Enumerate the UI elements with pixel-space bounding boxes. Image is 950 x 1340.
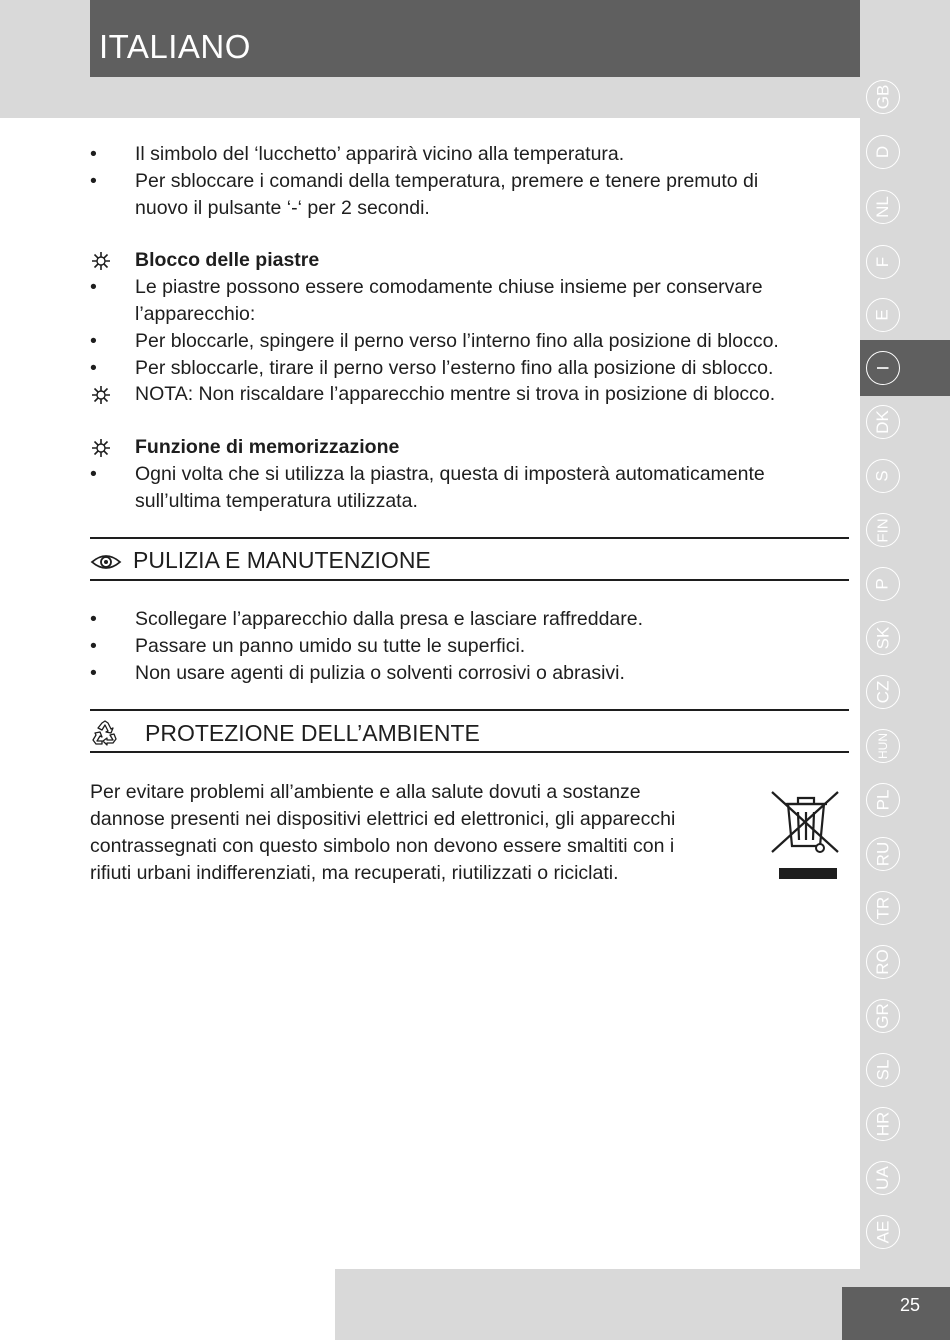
list-item-continuation: sull’ultima temperatura utilizzata. [135, 490, 418, 512]
lang-tab-f[interactable] [866, 245, 900, 279]
paragraph-line: dannose presenti nei dispositivi elettrici ed elettronici, gli apparecchi [90, 808, 676, 830]
star-icon [90, 437, 112, 459]
lang-label: GB [873, 84, 892, 110]
lang-label: FIN [874, 517, 892, 543]
star-icon [90, 250, 112, 272]
lang-label: RU [873, 841, 892, 867]
page-number-box [842, 1287, 950, 1340]
lang-tab-cz[interactable] [866, 675, 900, 709]
lang-label: NL [872, 196, 892, 218]
bullet-dot: • [90, 463, 97, 485]
lang-tab-nl[interactable] [866, 190, 900, 224]
lang-label: RO [873, 949, 892, 975]
lang-label: E [873, 309, 892, 321]
page-title: ITALIANO [99, 28, 251, 65]
section-title: PULIZIA E MANUTENZIONE [133, 547, 431, 573]
lang-label: AE [873, 1220, 892, 1244]
star-icon [90, 384, 112, 406]
lang-tab-gb[interactable] [866, 80, 900, 114]
lang-tab-sk[interactable] [866, 621, 900, 655]
lang-tab-hr[interactable] [866, 1107, 900, 1141]
paragraph-line: rifiuti urbani indifferenziati, ma recuperati, riutilizzati o riciclati. [90, 862, 619, 884]
list-item: Il simbolo del ‘lucchetto’ apparirà vicino alla temperatura. [135, 143, 625, 165]
lang-tab-e[interactable] [866, 298, 900, 332]
lang-label: F [872, 256, 892, 268]
lang-label: SK [873, 626, 892, 650]
bullet-dot: • [90, 635, 97, 657]
paragraph-line: Per evitare problemi all’ambiente e alla salute dovuti a sostanze [90, 781, 641, 803]
list-item-continuation: nuovo il pulsante ‘-‘ per 2 secondi. [135, 197, 430, 219]
bullet-dot: • [90, 170, 97, 192]
lang-label: HUN [876, 733, 890, 759]
lang-label: I [872, 365, 892, 371]
recycle-icon [92, 720, 118, 746]
bottom-band [335, 1269, 860, 1340]
lang-tab-pl[interactable] [866, 783, 900, 817]
lang-tab-i[interactable] [866, 351, 900, 385]
lang-tab-fin[interactable] [866, 513, 900, 547]
list-item: Per bloccarle, spingere il perno verso l’interno fino alla posizione di blocco. [135, 330, 779, 352]
lang-label: PL [872, 789, 892, 811]
lang-label: CZ [872, 680, 892, 704]
section-title: PROTEZIONE DELL’AMBIENTE [145, 720, 480, 746]
header-bar [90, 0, 860, 77]
lang-label: UA [873, 1166, 892, 1190]
bullet-dot: • [90, 662, 97, 684]
list-item: Per sbloccarle, tirare il perno verso l’esterno fino alla posizione di sblocco. [135, 357, 774, 379]
list-item: Scollegare l’apparecchio dalla presa e lasciare raffreddare. [135, 608, 644, 630]
lang-tab-tr[interactable] [866, 891, 900, 925]
section-heading: Funzione di memorizzazione [135, 436, 400, 458]
page-number: 25 [900, 1295, 921, 1315]
crossed-out-wheelie-bin-icon [768, 788, 844, 882]
lang-label: SL [872, 1059, 892, 1081]
list-item: Non usare agenti di pulizia o solventi corrosivi o abrasivi. [135, 662, 625, 684]
lang-label: DK [873, 410, 892, 434]
lang-tab-s[interactable] [866, 459, 900, 493]
list-item-continuation: l’apparecchio: [135, 303, 256, 325]
lang-label: TR [872, 896, 892, 920]
lang-label: GR [873, 1003, 892, 1029]
lang-tab-p[interactable] [866, 567, 900, 601]
lang-label: D [873, 145, 892, 159]
eye-icon [90, 551, 122, 573]
lang-tab-d[interactable] [866, 135, 900, 169]
lang-label: S [873, 470, 892, 482]
paragraph-line: contrassegnati con questo simbolo non devono essere smaltiti con i [90, 835, 675, 857]
lang-tab-ae[interactable] [866, 1215, 900, 1249]
list-item: Per sbloccare i comandi della temperatura, premere e tenere premuto di [135, 170, 759, 192]
bullet-dot: • [90, 276, 97, 298]
list-item: Passare un panno umido su tutte le superfici. [135, 635, 526, 657]
lang-label: P [873, 578, 892, 590]
divider [90, 579, 849, 581]
section-heading: Blocco delle piastre [135, 249, 320, 271]
divider [90, 537, 849, 539]
list-item: Le piastre possono essere comodamente chiuse insieme per conservare [135, 276, 763, 298]
bullet-dot: • [90, 143, 97, 165]
lang-tab-sl[interactable] [866, 1053, 900, 1087]
lang-tab-ro[interactable] [866, 945, 900, 979]
note-text: NOTA: Non riscaldare l’apparecchio mentre si trova in posizione di blocco. [135, 383, 776, 405]
lang-tab-ru[interactable] [866, 837, 900, 871]
lang-tab-gr[interactable] [866, 999, 900, 1033]
lang-tab-dk[interactable] [866, 405, 900, 439]
bullet-dot: • [90, 330, 97, 352]
lang-tab-ua[interactable] [866, 1161, 900, 1195]
lang-tab-hun[interactable] [866, 729, 900, 763]
divider [90, 709, 849, 711]
bullet-dot: • [90, 608, 97, 630]
bullet-dot: • [90, 357, 97, 379]
list-item: Ogni volta che si utilizza la piastra, questa di imposterà automaticamente [135, 463, 765, 485]
divider [90, 751, 849, 753]
lang-label: HR [873, 1111, 892, 1137]
